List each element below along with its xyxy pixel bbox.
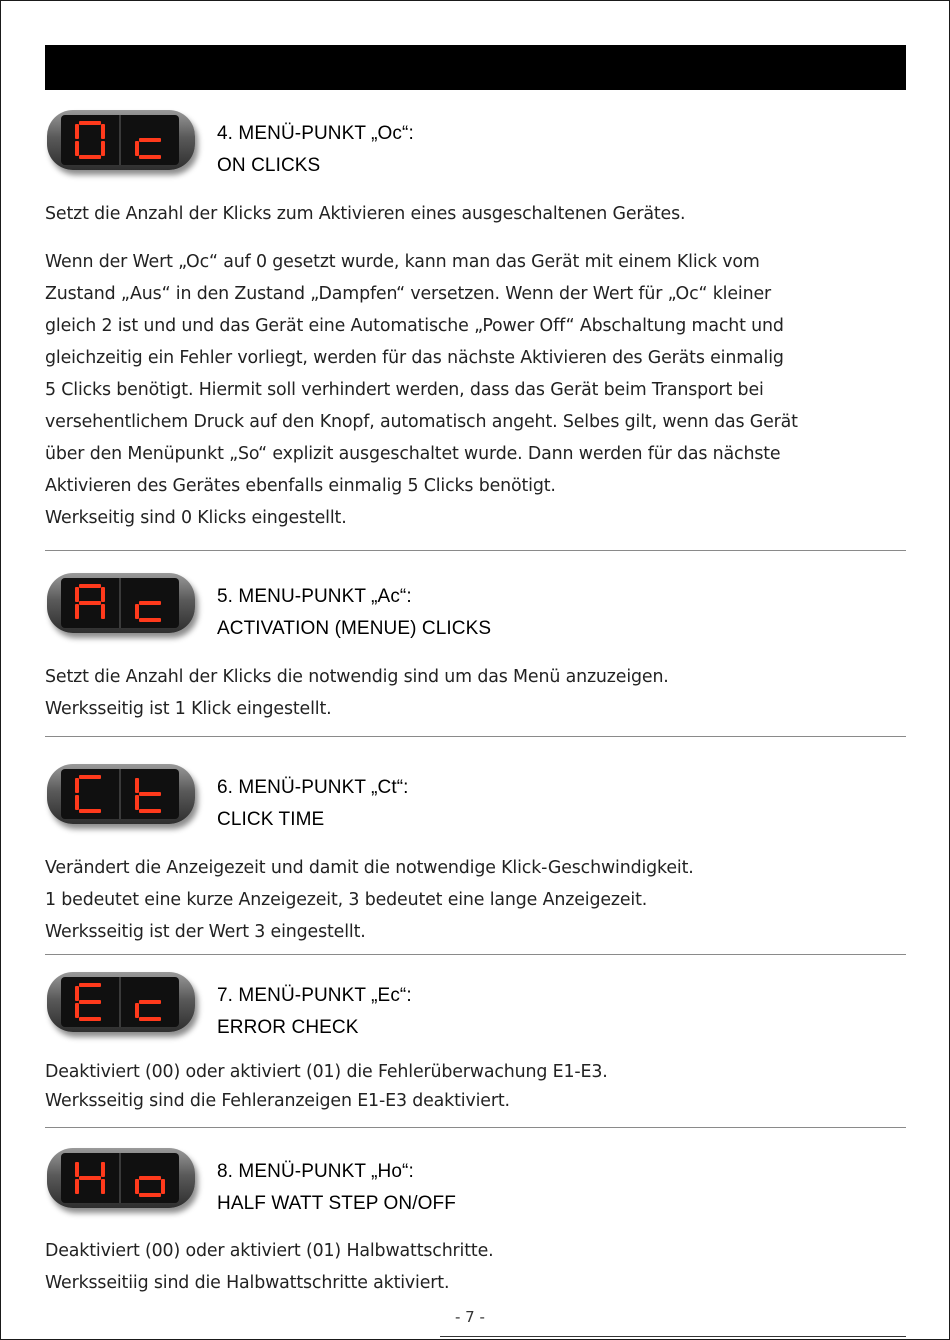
segment-glyph — [133, 582, 167, 624]
text-line: über den Menüpunkt „So“ explizit ausgeschaltet wurde. Dann werden für das nächste — [45, 444, 781, 464]
segment-e — [75, 141, 79, 156]
text-line: Aktivieren des Gerätes ebenfalls einmalig 5 Clicks benötigt. — [45, 476, 556, 496]
segment-d — [139, 155, 161, 159]
heading-title: 8. MENÜ-PUNKT „Ho“: — [217, 1161, 414, 1182]
section-heading — [217, 772, 409, 836]
text-line: Werksseitig sind die Fehleranzeigen E1-E3 deaktiviert. — [45, 1091, 510, 1111]
segment-display-ho — [47, 1148, 195, 1208]
paragraph — [45, 852, 906, 948]
segment-glyph — [73, 773, 107, 815]
segment-d — [139, 618, 161, 622]
segment-b — [101, 1162, 105, 1177]
display-digit — [61, 1153, 121, 1203]
text-line: Setzt die Anzahl der Klicks zum Aktivieren eines ausgeschaltenen Gerätes. — [45, 204, 686, 224]
display-digit — [121, 1153, 179, 1203]
text-line: versehentlichem Druck auf den Knopf, automatisch angeht. Selbes gilt, wenn das Gerät — [45, 412, 798, 432]
segment-g — [139, 1176, 161, 1180]
section-divider — [45, 954, 906, 955]
section-divider — [45, 550, 906, 551]
footer-line — [440, 1336, 906, 1337]
text-line: Verändert die Anzeigezeit und damit die notwendige Klick-Geschwindigkeit. — [45, 858, 694, 878]
segment-e — [135, 1179, 139, 1194]
text-line: 5 Clicks benötigt. Hiermit soll verhindert werden, dass das Gerät beim Transport bei — [45, 380, 764, 400]
text-line: Deaktiviert (00) oder aktiviert (01) Halbwattschritte. — [45, 1241, 494, 1261]
segment-e — [75, 604, 79, 619]
display-digit — [121, 769, 179, 819]
text-line: 1 bedeutet eine kurze Anzeigezeit, 3 bedeutet eine lange Anzeigezeit. — [45, 890, 648, 910]
segment-glyph — [133, 981, 167, 1023]
segment-g — [79, 1176, 101, 1180]
segment-glyph — [133, 773, 167, 815]
text-line: Werkseitig sind 0 Klicks eingestellt. — [45, 508, 347, 528]
section-divider — [45, 736, 906, 737]
segment-display-ac — [47, 573, 195, 633]
segment-d — [139, 1193, 161, 1197]
paragraph — [45, 198, 906, 230]
display-digit — [61, 769, 121, 819]
text-line: Zustand „Aus“ in den Zustand „Dampfen“ versetzen. Wenn der Wert für „Oc“ kleiner — [45, 284, 772, 304]
heading-subtitle: ON CLICKS — [217, 155, 321, 176]
segment-glyph — [133, 119, 167, 161]
segment-glyph — [73, 582, 107, 624]
heading-title: 5. MENU-PUNKT „Ac“: — [217, 586, 412, 607]
text-line: Werksseitig ist 1 Klick eingestellt. — [45, 699, 332, 719]
segment-e — [75, 795, 79, 810]
segment-c — [101, 1179, 105, 1194]
segment-a — [79, 584, 101, 588]
segment-c — [161, 1179, 165, 1194]
segment-f — [75, 986, 79, 1001]
paragraph — [45, 1058, 906, 1116]
header-bar — [45, 45, 906, 90]
section-heading — [217, 1156, 456, 1220]
display-digit — [61, 977, 121, 1027]
segment-e — [135, 604, 139, 619]
display-digit — [121, 977, 179, 1027]
segment-f — [135, 778, 139, 793]
segment-glyph — [73, 119, 107, 161]
display-digit — [61, 115, 121, 165]
segment-d — [79, 809, 101, 813]
segment-b — [101, 587, 105, 602]
segment-glyph — [133, 1157, 167, 1199]
display-digit — [121, 115, 179, 165]
segment-glyph — [73, 1157, 107, 1199]
segment-display-ct — [47, 764, 195, 824]
segment-d — [139, 1017, 161, 1021]
heading-subtitle: ACTIVATION (MENUE) CLICKS — [217, 618, 492, 639]
heading-title: 7. MENÜ-PUNKT „Ec“: — [217, 985, 412, 1006]
segment-a — [79, 121, 101, 125]
text-line: Setzt die Anzahl der Klicks die notwendig sind um das Menü anzuzeigen. — [45, 667, 669, 687]
display-digit — [121, 578, 179, 628]
section-heading — [217, 581, 491, 645]
section-heading — [217, 980, 412, 1044]
segment-a — [79, 775, 101, 779]
text-line: Werksseitig ist der Wert 3 eingestellt. — [45, 922, 366, 942]
segment-display-oc — [47, 110, 195, 170]
segment-c — [101, 141, 105, 156]
segment-e — [135, 795, 139, 810]
segment-g — [139, 1000, 161, 1004]
heading-subtitle: ERROR CHECK — [217, 1017, 359, 1038]
paragraph — [45, 246, 906, 534]
text-line: gleichzeitig ein Fehler vorliegt, werden für das nächste Aktivieren des Geräts einmalig — [45, 348, 784, 368]
segment-f — [75, 124, 79, 139]
segment-f — [75, 587, 79, 602]
display-digit — [61, 578, 121, 628]
text-line: Wenn der Wert „Oc“ auf 0 gesetzt wurde, kann man das Gerät mit einem Klick vom — [45, 252, 760, 272]
paragraph — [45, 1235, 906, 1299]
segment-d — [79, 155, 101, 159]
segment-d — [79, 1017, 101, 1021]
segment-f — [75, 1162, 79, 1177]
page-number: - 7 - — [455, 1308, 485, 1326]
segment-g — [139, 601, 161, 605]
segment-g — [139, 138, 161, 142]
segment-a — [79, 983, 101, 987]
segment-e — [75, 1179, 79, 1194]
segment-e — [75, 1003, 79, 1018]
segment-g — [79, 1000, 101, 1004]
section-divider — [45, 1127, 906, 1128]
segment-display-ec — [47, 972, 195, 1032]
heading-subtitle: CLICK TIME — [217, 809, 325, 830]
text-line: gleich 2 ist und und das Gerät eine Automatische „Power Off“ Abschaltung macht und — [45, 316, 784, 336]
text-line: Werksseitiig sind die Halbwattschritte aktiviert. — [45, 1273, 450, 1293]
segment-d — [139, 809, 161, 813]
text-line: Deaktiviert (00) oder aktiviert (01) die Fehlerüberwachung E1-E3. — [45, 1062, 608, 1082]
segment-e — [135, 141, 139, 156]
section-heading — [217, 118, 414, 182]
segment-f — [75, 778, 79, 793]
heading-subtitle: HALF WATT STEP ON/OFF — [217, 1193, 456, 1214]
segment-g — [79, 601, 101, 605]
paragraph — [45, 661, 906, 725]
heading-title: 4. MENÜ-PUNKT „Oc“: — [217, 123, 414, 144]
segment-g — [139, 792, 161, 796]
segment-glyph — [73, 981, 107, 1023]
segment-c — [101, 604, 105, 619]
segment-b — [101, 124, 105, 139]
segment-e — [135, 1003, 139, 1018]
heading-title: 6. MENÜ-PUNKT „Ct“: — [217, 777, 409, 798]
